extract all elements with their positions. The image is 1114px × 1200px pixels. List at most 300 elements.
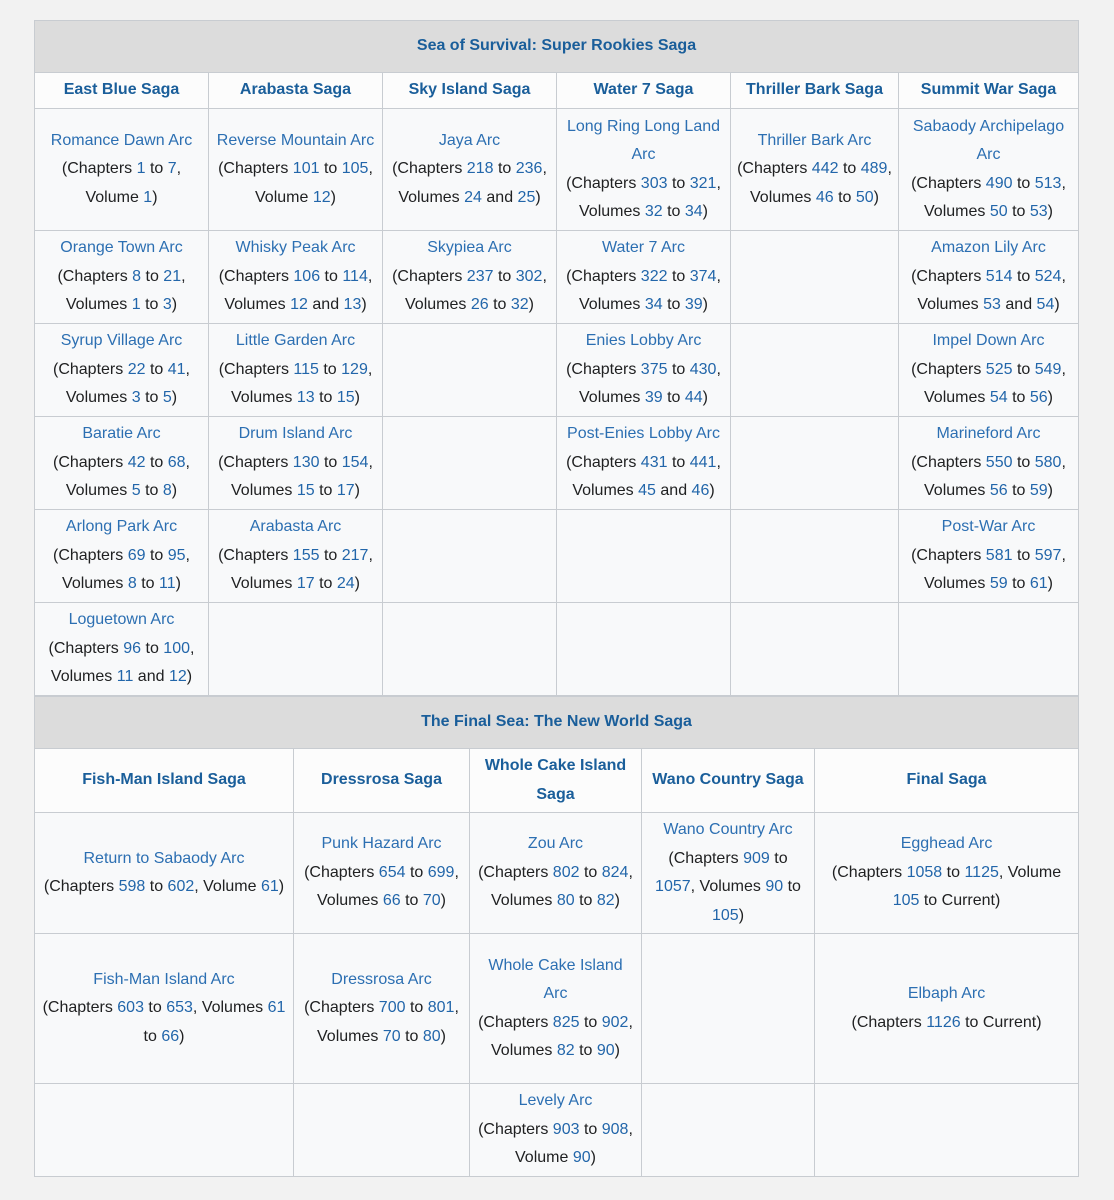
chapter-start-link[interactable]: 8 [132, 267, 142, 285]
chapter-end-link[interactable]: 105 [341, 160, 369, 178]
chapters-label: Chapters [916, 546, 982, 564]
chapters-label: Chapters [916, 453, 982, 471]
volume-label: Volumes [924, 203, 986, 220]
chapter-end-link[interactable]: 236 [515, 160, 543, 178]
volume-start-link[interactable]: 12 [290, 296, 308, 314]
arc-cell: Thriller Bark Arc (Chapters 442 to 489, Volumes 46 to 50) [731, 109, 899, 231]
chapters-label: Chapters [62, 267, 128, 285]
arc-link[interactable]: Punk Hazard Arc [321, 835, 442, 853]
empty-cell [731, 417, 899, 510]
range-word: to [787, 878, 801, 895]
arc-cell: Orange Town Arc (Chapters 8 to 21, Volumes 1 to 3) [35, 231, 209, 324]
chapters-label: Chapters [916, 267, 982, 285]
chapter-start-link[interactable]: 700 [378, 999, 406, 1017]
range-word: to [409, 863, 424, 881]
arc-cell: Syrup Village Arc (Chapters 22 to 41, Volumes 3 to 5) [35, 324, 209, 417]
saga-header-wano-country-saga: Wano Country Saga [642, 749, 815, 813]
chapter-start-link[interactable]: 598 [118, 878, 146, 895]
volume-start-link[interactable]: 32 [644, 203, 663, 220]
chapter-end-link[interactable]: 902 [601, 1013, 629, 1031]
arc-link[interactable]: Fish-Man Island Arc [93, 970, 235, 988]
volume-end-link[interactable]: 54 [1036, 296, 1055, 314]
chapter-end-link[interactable]: 321 [689, 174, 717, 192]
arc-cell: Long Ring Long Land Arc (Chapters 303 to 321, Volumes 32 to 34) [557, 109, 731, 231]
range-word: to [319, 389, 333, 407]
arc-link[interactable]: Romance Dawn Arc [50, 131, 193, 149]
saga-header-sky-island-saga: Sky Island Saga [383, 73, 557, 109]
saga-header-summit-war-saga: Summit War Saga [899, 73, 1079, 109]
volume-end-link[interactable]: 66 [161, 1027, 180, 1045]
empty-cell [815, 1084, 1079, 1177]
volume-start-link[interactable]: 12 [312, 188, 331, 206]
arc-cell: Wano Country Arc (Chapters 909 to 1057, Volumes 90 to 105) [642, 813, 815, 934]
range-word: and [660, 482, 688, 500]
chapter-end-link[interactable]: 801 [427, 999, 455, 1017]
chapters-label: Chapters [53, 639, 119, 657]
volume-start-link[interactable]: 50 [989, 203, 1008, 220]
volume-end-link[interactable]: 3 [162, 296, 172, 314]
volume-end-link[interactable]: 11 [159, 575, 176, 593]
chapters-label: Chapters [47, 999, 113, 1017]
volume-start-link[interactable]: 17 [296, 575, 315, 593]
arc-link[interactable]: Impel Down Arc [932, 332, 1045, 350]
range-word: to [667, 296, 681, 314]
arc-link[interactable]: Little Garden Arc [235, 332, 356, 350]
empty-cell [35, 1084, 294, 1177]
volume-start-link[interactable]: 66 [382, 892, 401, 910]
chapters-label: Chapters [58, 360, 124, 378]
range-word: to [671, 453, 686, 471]
arc-row [35, 510, 1079, 603]
arc-cell: Water 7 Arc (Chapters 322 to 374, Volumes 34 to 39) [557, 231, 731, 324]
range-word: to [323, 360, 337, 378]
empty-cell [557, 603, 731, 696]
chapter-end-link[interactable]: 1125 [964, 863, 999, 881]
chapter-end-link[interactable]: 21 [163, 267, 182, 285]
chapter-start-link[interactable]: 825 [552, 1013, 580, 1031]
volume-end-link[interactable]: 34 [684, 203, 703, 220]
chapter-end-link[interactable]: 7 [167, 160, 177, 178]
saga-header-fish-man-island-saga: Fish-Man Island Saga [35, 749, 294, 813]
section-title: Sea of Survival: Super Rookies Saga [35, 21, 1079, 73]
chapter-start-link[interactable]: 115 [293, 360, 319, 378]
volume-label: Volumes [231, 482, 293, 500]
empty-cell [731, 510, 899, 603]
range-word: to [583, 1013, 598, 1031]
chapter-start-link[interactable]: 603 [117, 999, 144, 1017]
chapters-label: Chapters [223, 453, 289, 471]
empty-cell [557, 510, 731, 603]
volume-end-link[interactable]: 50 [855, 188, 874, 206]
volume-label: Volumes [750, 188, 812, 206]
empty-cell [383, 417, 557, 510]
volume-tail: to Current [923, 892, 995, 910]
chapters-label: Chapters [571, 453, 637, 471]
volume-end-link[interactable]: 8 [162, 482, 172, 500]
volume-end-link[interactable]: 44 [684, 389, 703, 407]
chapters-label: Chapters [309, 863, 375, 881]
arc-link[interactable]: Loguetown Arc [68, 611, 175, 629]
range-word: to [405, 892, 419, 910]
volume-start-link[interactable]: 80 [556, 892, 575, 910]
range-word: to [1016, 267, 1031, 285]
volume-start-link[interactable]: 13 [296, 389, 315, 407]
arc-cell: Skypiea Arc (Chapters 237 to 302, Volumes 26 to 32) [383, 231, 557, 324]
range-word: to [583, 1120, 598, 1138]
volume-label: Volumes [572, 482, 634, 500]
volume-start-link[interactable]: 1 [131, 296, 141, 314]
arc-link[interactable]: Egghead Arc [900, 835, 993, 853]
range-word: to [149, 878, 164, 895]
chapter-start-link[interactable]: 903 [552, 1120, 580, 1138]
range-word: and [486, 188, 514, 206]
range-word: to [667, 389, 681, 407]
range-word: to [1012, 482, 1026, 500]
chapter-start-link[interactable]: 581 [985, 546, 1013, 564]
arc-row [35, 417, 1079, 510]
arc-link[interactable]: Dressrosa Arc [331, 970, 432, 988]
chapter-start-link[interactable]: 22 [127, 360, 146, 378]
volume-end-link[interactable]: 90 [596, 1042, 615, 1059]
arc-link[interactable]: Arlong Park Arc [65, 518, 178, 536]
chapter-start-link[interactable]: 218 [466, 160, 494, 178]
chapters-label: Chapters [571, 360, 637, 378]
arc-link[interactable]: Sabaody Archipelago Arc [912, 117, 1065, 163]
volume-start-link[interactable]: 46 [815, 188, 834, 206]
volume-end-link[interactable]: 17 [336, 482, 355, 500]
chapter-start-link[interactable]: 106 [293, 267, 321, 285]
saga-table-container [34, 20, 1078, 1177]
range-word: to [1016, 360, 1031, 378]
volume-label: Volumes [201, 999, 264, 1017]
volume-end-link[interactable]: 13 [343, 296, 362, 314]
volume-end-link[interactable]: 15 [336, 389, 355, 407]
chapter-start-link[interactable]: 909 [743, 849, 770, 867]
chapters-label: Chapters [742, 160, 808, 178]
chapter-end-link[interactable]: 580 [1034, 453, 1062, 471]
range-word: and [1005, 296, 1033, 314]
volume-start-link[interactable]: 56 [989, 482, 1008, 500]
volume-start-link[interactable]: 61 [260, 878, 279, 895]
volume-start-link[interactable]: 26 [470, 296, 489, 314]
volume-end-link[interactable]: 80 [422, 1027, 441, 1045]
arc-row [35, 934, 1079, 1084]
chapter-end-link[interactable]: 824 [601, 863, 629, 881]
chapter-start-link[interactable]: 550 [985, 453, 1013, 471]
chapters-label: Chapters [67, 160, 133, 178]
arc-link[interactable]: Post-Enies Lobby Arc [567, 425, 720, 443]
arc-cell: Little Garden Arc (Chapters 115 to 129, Volumes 13 to 15) [209, 324, 383, 417]
arc-cell: Baratie Arc (Chapters 42 to 68, Volumes 5 to 8) [35, 417, 209, 510]
arc-cell: Punk Hazard Arc (Chapters 654 to 699, Volumes 66 to 70) [294, 813, 470, 934]
volume-end-link[interactable]: 39 [684, 296, 703, 314]
chapters-label: Chapters [483, 863, 549, 881]
arc-row [35, 603, 1079, 696]
chapter-start-link[interactable]: 101 [292, 160, 320, 178]
range-word: to [323, 546, 338, 564]
range-word: to [497, 267, 512, 285]
chapter-end-link[interactable]: 441 [689, 453, 717, 471]
volume-end-link[interactable]: 56 [1029, 389, 1048, 407]
volume-label: Volumes [317, 1027, 379, 1045]
volume-start-link[interactable]: 3 [131, 389, 141, 407]
chapters-label: Chapters [223, 160, 289, 178]
chapter-end-link[interactable]: 597 [1034, 546, 1062, 564]
saga-header-dressrosa-saga: Dressrosa Saga [294, 749, 470, 813]
range-word: to [143, 1027, 157, 1045]
arc-link[interactable]: Jaya Arc [438, 131, 501, 149]
arc-link[interactable]: Whisky Peak Arc [235, 239, 356, 257]
chapter-end-link[interactable]: 100 [163, 639, 190, 657]
chapter-end-link[interactable]: 41 [167, 360, 186, 378]
arc-cell: Post-Enies Lobby Arc (Chapters 431 to 441, Volumes 45 and 46) [557, 417, 731, 510]
chapter-start-link[interactable]: 654 [378, 863, 406, 881]
volume-end-link[interactable]: 46 [691, 482, 710, 500]
chapter-end-link[interactable]: 129 [341, 360, 368, 378]
arc-link[interactable]: Levely Arc [518, 1092, 593, 1110]
chapter-end-link[interactable]: 908 [601, 1120, 629, 1138]
volume-end-link[interactable]: 53 [1029, 203, 1048, 220]
chapter-start-link[interactable]: 490 [985, 174, 1013, 192]
arc-link[interactable]: Skypiea Arc [427, 239, 512, 257]
volume-start-link[interactable]: 90 [765, 878, 784, 895]
chapter-start-link[interactable]: 802 [552, 863, 580, 881]
chapter-start-link[interactable]: 442 [811, 160, 839, 178]
volume-end-link[interactable]: 12 [168, 668, 187, 686]
volume-label: Volumes [62, 575, 124, 593]
chapter-end-link[interactable]: 217 [341, 546, 369, 564]
arc-link[interactable]: Reverse Mountain Arc [216, 131, 375, 149]
arc-cell: Enies Lobby Arc (Chapters 375 to 430, Volumes 39 to 44) [557, 324, 731, 417]
chapter-start-link[interactable]: 42 [127, 453, 146, 471]
volume-start-link[interactable]: 24 [464, 188, 482, 206]
arc-link[interactable]: Baratie Arc [82, 425, 161, 443]
new-world-table [34, 696, 1079, 1177]
chapters-label: Chapters [837, 863, 903, 881]
chapter-start-link[interactable]: 514 [985, 267, 1013, 285]
volume-start-link[interactable]: 59 [989, 575, 1008, 593]
chapters-label: Chapters [224, 267, 289, 285]
range-word: to [319, 575, 333, 593]
empty-cell [642, 934, 815, 1084]
saga-header-arabasta-saga: Arabasta Saga [209, 73, 383, 109]
volume-start-link[interactable]: 11 [116, 668, 134, 686]
chapter-start-link[interactable]: 1126 [926, 1013, 961, 1031]
chapter-start-link[interactable]: 96 [123, 639, 142, 657]
chapter-end-link[interactable]: 653 [166, 999, 193, 1017]
chapters-label: Chapters [483, 1013, 549, 1031]
arc-cell: Amazon Lily Arc (Chapters 514 to 524, Volumes 53 and 54) [899, 231, 1079, 324]
chapter-end-link[interactable]: 430 [689, 360, 717, 378]
arc-cell: Return to Sabaody Arc (Chapters 598 to 602, Volume 61) [35, 813, 294, 934]
chapter-start-link[interactable]: 1058 [906, 863, 943, 881]
arc-link[interactable]: Marineford Arc [936, 425, 1041, 443]
volume-start-link[interactable]: 105 [892, 892, 920, 910]
arc-cell: Romance Dawn Arc (Chapters 1 to 7, Volume 1) [35, 109, 209, 231]
range-word: to [774, 849, 788, 867]
chapter-end-link[interactable]: 699 [427, 863, 455, 881]
range-word: to [323, 453, 338, 471]
chapter-end-link[interactable]: 489 [860, 160, 888, 178]
arc-link[interactable]: Long Ring Long Land Arc [566, 117, 721, 163]
arc-link[interactable]: Water 7 Arc [602, 239, 685, 257]
chapter-start-link[interactable]: 303 [640, 174, 668, 192]
volume-label: Volumes [65, 482, 128, 500]
section-title: The Final Sea: The New World Saga [35, 697, 1079, 749]
volume-end-link[interactable]: 82 [596, 892, 615, 910]
volume-end-link[interactable]: 5 [162, 389, 172, 407]
empty-cell [899, 603, 1079, 696]
chapter-end-link[interactable]: 374 [689, 267, 717, 285]
range-word: to [671, 267, 686, 285]
saga-header-water-7-saga: Water 7 Saga [557, 73, 731, 109]
volume-end-link[interactable]: 105 [711, 906, 739, 924]
chapters-label: Chapters [224, 360, 289, 378]
range-word: to [149, 160, 164, 178]
empty-cell [209, 603, 383, 696]
chapters-label: Chapters [397, 267, 463, 285]
chapters-label: Chapters [49, 878, 115, 895]
range-word: to [667, 203, 681, 220]
range-word: to [145, 639, 159, 657]
arc-link[interactable]: Syrup Village Arc [60, 332, 183, 350]
volume-label: Volumes [65, 296, 128, 314]
arc-link[interactable]: Orange Town Arc [60, 239, 183, 257]
arc-link[interactable]: Drum Island Arc [238, 425, 353, 443]
range-word: to [323, 160, 338, 178]
chapter-end-link[interactable]: 114 [342, 267, 368, 285]
volume-end-link[interactable]: 70 [422, 892, 441, 910]
chapter-end-link[interactable]: 524 [1034, 267, 1062, 285]
arc-link[interactable]: Enies Lobby Arc [585, 332, 702, 350]
volume-end-link[interactable]: 25 [517, 188, 536, 206]
range-word: to [579, 1042, 593, 1059]
volume-end-link[interactable]: 59 [1029, 482, 1048, 500]
volume-start-link[interactable]: 53 [983, 296, 1001, 314]
volume-label: Volumes [924, 575, 986, 593]
volume-start-link[interactable]: 15 [296, 482, 315, 500]
arc-link[interactable]: Amazon Lily Arc [931, 239, 1046, 257]
range-word: to [1012, 575, 1026, 593]
arc-cell: Dressrosa Arc (Chapters 700 to 801, Volumes 70 to 80) [294, 934, 470, 1084]
chapter-start-link[interactable]: 69 [127, 546, 146, 564]
arc-cell: Whisky Peak Arc (Chapters 106 to 114, Volumes 12 and 13) [209, 231, 383, 324]
volume-label: Volumes [491, 1042, 553, 1059]
range-word: to [1016, 174, 1031, 192]
arc-cell: Jaya Arc (Chapters 218 to 236, Volumes 24 and 25) [383, 109, 557, 231]
volume-start-link[interactable]: 39 [644, 389, 663, 407]
volume-start-link[interactable]: 82 [556, 1042, 575, 1059]
chapter-start-link[interactable]: 237 [466, 267, 494, 285]
chapter-start-link[interactable]: 431 [640, 453, 668, 471]
volume-label: Volumes [579, 203, 641, 220]
volume-start-link[interactable]: 5 [131, 482, 141, 500]
range-word: to [145, 482, 159, 500]
volume-start-link[interactable]: 61 [267, 999, 286, 1017]
volume-start-link[interactable]: 45 [638, 482, 656, 500]
volume-label: Volumes [579, 389, 641, 407]
chapter-tail: to Current [965, 1013, 1037, 1031]
arc-link[interactable]: Post-War Arc [941, 518, 1036, 536]
range-word: to [141, 575, 155, 593]
range-word: and [137, 668, 165, 686]
volume-label: Volumes [917, 296, 979, 314]
arc-link[interactable]: Zou Arc [527, 835, 584, 853]
arc-cell: Fish-Man Island Arc (Chapters 603 to 653, Volumes 61 to 66) [35, 934, 294, 1084]
volume-label: Volumes [50, 668, 113, 686]
volume-label: Volume [255, 188, 309, 206]
arc-link[interactable]: Elbaph Arc [907, 985, 986, 1002]
chapter-end-link[interactable]: 513 [1034, 174, 1062, 192]
arc-link[interactable]: Arabasta Arc [249, 518, 342, 536]
chapter-end-link[interactable]: 302 [515, 267, 543, 285]
chapter-end-link[interactable]: 68 [167, 453, 186, 471]
arc-link[interactable]: Whole Cake Island Arc [488, 956, 623, 1002]
volume-label: Volumes [699, 878, 761, 895]
volume-start-link[interactable]: 70 [382, 1027, 401, 1045]
chapter-start-link[interactable]: 322 [640, 267, 668, 285]
volume-label: Volumes [579, 296, 641, 314]
arc-row [35, 109, 1079, 231]
arc-link[interactable]: Wano Country Arc [663, 821, 793, 838]
range-word: to [838, 188, 852, 206]
volume-start-link[interactable]: 1 [143, 188, 153, 206]
volume-end-link[interactable]: 61 [1029, 575, 1048, 593]
arc-row [35, 1084, 1079, 1177]
range-word: to [579, 892, 593, 910]
chapter-end-link[interactable]: 95 [167, 546, 186, 564]
range-word: to [145, 296, 159, 314]
volume-end-link[interactable]: 32 [510, 296, 529, 314]
chapters-label: Chapters [58, 546, 124, 564]
volume-end-link[interactable]: 24 [336, 575, 355, 593]
arc-cell: Drum Island Arc (Chapters 130 to 154, Volumes 15 to 17) [209, 417, 383, 510]
chapter-start-link[interactable]: 1 [136, 160, 146, 178]
volume-label: Volume [515, 1149, 569, 1167]
volume-start-link[interactable]: 8 [127, 575, 137, 593]
arc-cell: Post-War Arc (Chapters 581 to 597, Volumes 59 to 61) [899, 510, 1079, 603]
chapter-start-link[interactable]: 155 [292, 546, 320, 564]
range-word: and [312, 296, 340, 314]
chapter-start-link[interactable]: 375 [640, 360, 668, 378]
volume-label: Volumes [224, 296, 286, 314]
volume-label: Volumes [65, 389, 128, 407]
range-word: to [671, 174, 686, 192]
range-word: to [149, 453, 164, 471]
arc-link[interactable]: Thriller Bark Arc [757, 131, 872, 149]
empty-cell [731, 324, 899, 417]
chapter-end-link[interactable]: 602 [167, 878, 195, 895]
arc-link[interactable]: Return to Sabaody Arc [83, 849, 245, 867]
range-word: to [145, 389, 159, 407]
range-word: to [1012, 203, 1026, 220]
chapter-start-link[interactable]: 130 [292, 453, 320, 471]
chapter-end-link[interactable]: 154 [341, 453, 369, 471]
chapters-label: Chapters [223, 546, 289, 564]
arc-cell: Zou Arc (Chapters 802 to 824, Volumes 80 to 82) [470, 813, 642, 934]
empty-cell [383, 603, 557, 696]
chapter-start-link[interactable]: 525 [985, 360, 1013, 378]
chapters-label: Chapters [58, 453, 124, 471]
volume-start-link[interactable]: 90 [572, 1149, 591, 1167]
volume-start-link[interactable]: 34 [644, 296, 663, 314]
range-word: to [1016, 453, 1031, 471]
arc-cell: Elbaph Arc (Chapters 1126 to Current) [815, 934, 1079, 1084]
chapter-end-link[interactable]: 549 [1034, 360, 1062, 378]
volume-start-link[interactable]: 54 [989, 389, 1008, 407]
saga-header-east-blue-saga: East Blue Saga [35, 73, 209, 109]
chapter-end-link[interactable]: 1057 [655, 878, 691, 895]
